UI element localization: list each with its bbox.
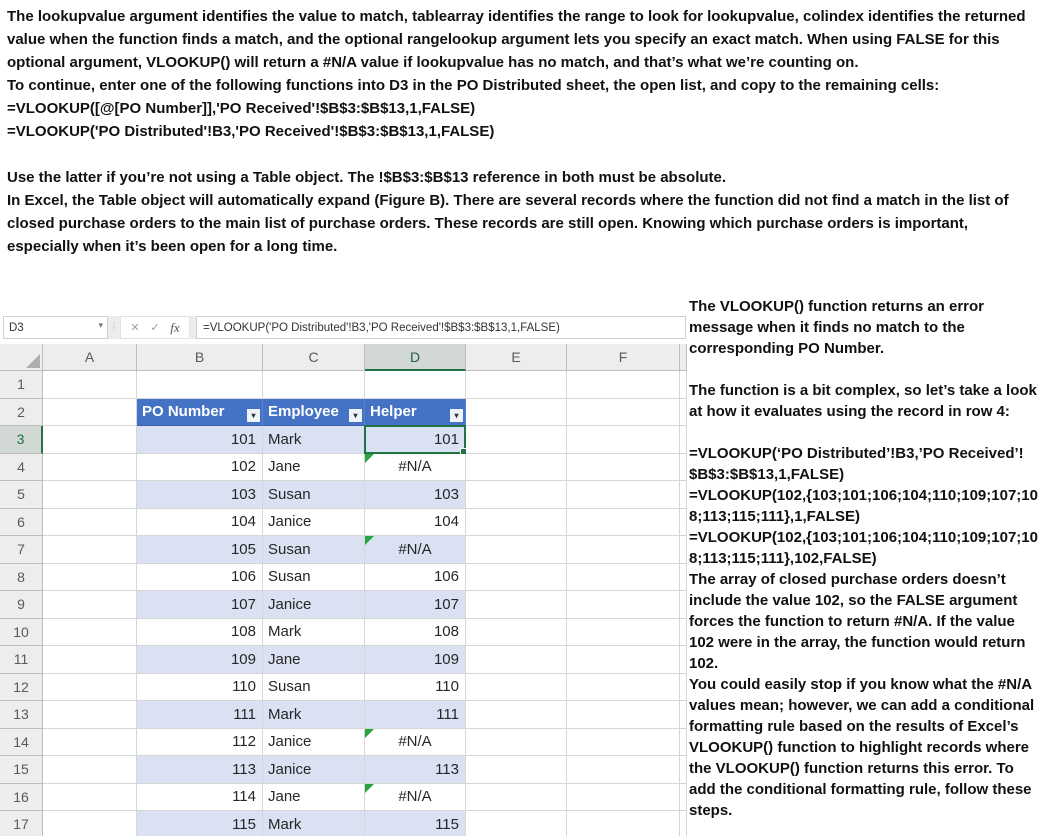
cell-F17[interactable] [567, 811, 680, 836]
cell-E16[interactable] [466, 784, 567, 812]
cell-E3[interactable] [466, 426, 567, 454]
spreadsheet-grid [0, 344, 687, 836]
cell-D5[interactable]: 103 [365, 481, 466, 509]
article-formula-plain: =VLOOKUP('PO Distributed'!B3,'PO Received'!$B$3:$B$13,1,FALSE) [7, 123, 495, 140]
sidebar-paragraph-1: The VLOOKUP() function returns an error message when it finds no match to the corresponding PO Number. [689, 298, 985, 357]
cell-C9[interactable]: Janice [263, 591, 365, 619]
cell-D11[interactable]: 109 [365, 646, 466, 674]
cell-A11[interactable] [43, 646, 137, 674]
cell-A2[interactable] [43, 399, 137, 427]
cell-A6[interactable] [43, 509, 137, 537]
cell-B12[interactable]: 110 [137, 674, 263, 702]
cell-B6[interactable]: 104 [137, 509, 263, 537]
cell-A17[interactable] [43, 811, 137, 836]
cell-C3[interactable]: Mark [263, 426, 365, 454]
cell-D3[interactable]: 101 [365, 426, 466, 454]
cell-B9[interactable]: 107 [137, 591, 263, 619]
article-paragraph-1: The lookupvalue argument identifies the value to match, tablearray identifies the range to look for lookupvalue, colindex identifies the returned value when the function finds a match, and the optional rangelookup argument lets you specify an exact match. When using FALSE for this optional argument, VLOOKUP() will return a #N/A value if lookupvalue has no match, and that’s what we’re counting on. [7, 8, 1026, 71]
cell-E10[interactable] [466, 619, 567, 647]
cell-C12[interactable]: Susan [263, 674, 365, 702]
cell-D15[interactable]: 113 [365, 756, 466, 784]
column-header-B[interactable]: B [137, 344, 263, 371]
sidebar-formulas [689, 443, 1042, 569]
sidebar-paragraph-3: The array of closed purchase orders doesn’t include the value 102, so the FALSE argument forces the function to return #N/A. If the value 102 were in the array, the function would return 102. [689, 571, 1026, 672]
column-header-D[interactable]: D [365, 344, 466, 371]
cell-C11[interactable]: Jane [263, 646, 365, 674]
cell-E15[interactable] [466, 756, 567, 784]
active-cell-border [364, 425, 466, 454]
error-indicator-icon-D16 [365, 784, 374, 793]
row-header-13[interactable]: 13 [0, 701, 43, 729]
cell-D10[interactable]: 108 [365, 619, 466, 647]
cell-F16[interactable] [567, 784, 680, 812]
cell-E13[interactable] [466, 701, 567, 729]
cell-C6[interactable]: Janice [263, 509, 365, 537]
cell-E6[interactable] [466, 509, 567, 537]
cell-E12[interactable] [466, 674, 567, 702]
formula-text: =VLOOKUP('PO Distributed'!B3,'PO Received'!$B$3:$B$13,1,FALSE) [203, 321, 560, 334]
article-sidebar-text [689, 296, 1042, 821]
cell-B3[interactable]: 101 [137, 426, 263, 454]
cell-partial-7 [680, 536, 687, 564]
table-header-po-number[interactable]: PO Number ▾ [137, 399, 263, 427]
cell-partial-13 [680, 701, 687, 729]
cell-B16[interactable]: 114 [137, 784, 263, 812]
cell-A3[interactable] [43, 426, 137, 454]
formula-bar [3, 316, 686, 339]
cell-F7[interactable] [567, 536, 680, 564]
cell-B7[interactable]: 105 [137, 536, 263, 564]
select-all-triangle-icon [26, 354, 40, 368]
row-header-17[interactable]: 17 [0, 811, 43, 836]
cell-F6[interactable] [567, 509, 680, 537]
cell-A14[interactable] [43, 729, 137, 757]
article-paragraph-2: To continue, enter one of the following functions into D3 in the PO Distributed sheet, the open list, and copy to the remaining cells: [7, 77, 940, 94]
table-header-employee[interactable]: Employee ▾ [263, 399, 365, 427]
cell-B13[interactable]: 111 [137, 701, 263, 729]
sidebar-paragraph-2: The function is a bit complex, so let’s take a look at how it evaluates using the record in row 4: [689, 382, 1037, 420]
cell-A10[interactable] [43, 619, 137, 647]
cell-F3[interactable] [567, 426, 680, 454]
cell-F5[interactable] [567, 481, 680, 509]
sidebar-formula-3: =VLOOKUP(102,{103;101;106;104;110;109;107;108;113;115;111},102,FALSE) [689, 529, 1038, 567]
cell-partial-12 [680, 674, 687, 702]
formula-bar-buttons [120, 316, 190, 339]
cell-partial-14 [680, 729, 687, 757]
enter-icon[interactable]: ✓ [150, 322, 160, 334]
formula-input[interactable] [196, 316, 686, 339]
cell-C16[interactable]: Jane [263, 784, 365, 812]
cell-partial-11 [680, 646, 687, 674]
column-header-E[interactable]: E [466, 344, 567, 371]
column-header-C[interactable]: C [263, 344, 365, 371]
column-header-partial [680, 344, 687, 371]
cell-partial-10 [680, 619, 687, 647]
cell-E2[interactable] [466, 399, 567, 427]
cell-D4[interactable]: #N/A [365, 454, 466, 482]
cell-partial-3 [680, 426, 687, 454]
row-header-5[interactable]: 5 [0, 481, 43, 509]
cell-F10[interactable] [567, 619, 680, 647]
cell-partial-2 [680, 399, 687, 427]
cell-C17[interactable]: Mark [263, 811, 365, 836]
cell-partial-16 [680, 784, 687, 812]
filter-dropdown-icon-D2[interactable]: ▾ [450, 409, 463, 422]
cell-E4[interactable] [466, 454, 567, 482]
sidebar-formula-1: =VLOOKUP(‘PO Distributed’!B3,’PO Received’!$B$3:$B$13,1,FALSE) [689, 445, 1024, 483]
row-header-15[interactable]: 15 [0, 756, 43, 784]
formula-bar-divider: ⁞ [112, 322, 116, 333]
cell-A5[interactable] [43, 481, 137, 509]
cancel-icon[interactable]: ✕ [130, 322, 140, 334]
filter-dropdown-icon-B2[interactable]: ▾ [247, 409, 260, 422]
row-header-9[interactable]: 9 [0, 591, 43, 619]
cell-D13[interactable]: 111 [365, 701, 466, 729]
cell-D7[interactable]: #N/A [365, 536, 466, 564]
cell-partial-8 [680, 564, 687, 592]
sidebar-formula-2: =VLOOKUP(102,{103;101;106;104;110;109;107;108;113;115;111},1,FALSE) [689, 487, 1038, 525]
name-box-value: D3 [9, 321, 24, 334]
cell-C10[interactable]: Mark [263, 619, 365, 647]
cell-C15[interactable]: Janice [263, 756, 365, 784]
cell-E17[interactable] [466, 811, 567, 836]
row-header-4[interactable]: 4 [0, 454, 43, 482]
cell-B15[interactable]: 113 [137, 756, 263, 784]
article-top-text [7, 5, 1040, 258]
cell-1 [680, 371, 687, 399]
row-header-8[interactable]: 8 [0, 564, 43, 592]
cell-B8[interactable]: 106 [137, 564, 263, 592]
row-header-3[interactable]: 3 [0, 426, 43, 454]
cell-E8[interactable] [466, 564, 567, 592]
cell-partial-15 [680, 756, 687, 784]
row-header-12[interactable]: 12 [0, 674, 43, 702]
row-header-10[interactable]: 10 [0, 619, 43, 647]
column-header-A[interactable]: A [43, 344, 137, 371]
cell-C7[interactable]: Susan [263, 536, 365, 564]
cell-E1[interactable] [466, 371, 567, 399]
cell-E11[interactable] [466, 646, 567, 674]
insert-function-icon[interactable]: fx [170, 319, 180, 335]
cell-partial-6 [680, 509, 687, 537]
filter-dropdown-icon-C2[interactable]: ▾ [349, 409, 362, 422]
name-box[interactable] [3, 316, 108, 339]
cell-E7[interactable] [466, 536, 567, 564]
column-header-F[interactable]: F [567, 344, 680, 371]
cell-F12[interactable] [567, 674, 680, 702]
cell-C1[interactable] [263, 371, 365, 399]
row-header-1[interactable]: 1 [0, 371, 43, 399]
cell-A16[interactable] [43, 784, 137, 812]
row-header-2[interactable]: 2 [0, 399, 43, 427]
cell-B1[interactable] [137, 371, 263, 399]
cell-F14[interactable] [567, 729, 680, 757]
row-header-11[interactable]: 11 [0, 646, 43, 674]
cell-F11[interactable] [567, 646, 680, 674]
sidebar-paragraph-4: You could easily stop if you know what the #N/A values mean; however, we can add a conditional formatting rule based on the results of Excel’s VLOOKUP() function to highlight records where the VLOOKUP() function returns this error. To add the conditional formatting rule, follow these steps. [689, 676, 1035, 819]
error-indicator-icon-D14 [365, 729, 374, 738]
cell-F9[interactable] [567, 591, 680, 619]
row-header-7[interactable]: 7 [0, 536, 43, 564]
cell-partial-4 [680, 454, 687, 482]
cell-B5[interactable]: 103 [137, 481, 263, 509]
cell-partial-17 [680, 811, 687, 836]
cell-A8[interactable] [43, 564, 137, 592]
cell-C14[interactable]: Janice [263, 729, 365, 757]
cell-A9[interactable] [43, 591, 137, 619]
cell-B17[interactable]: 115 [137, 811, 263, 836]
cell-B11[interactable]: 109 [137, 646, 263, 674]
cell-D9[interactable]: 107 [365, 591, 466, 619]
cell-A12[interactable] [43, 674, 137, 702]
cell-A1[interactable] [43, 371, 137, 399]
cell-F8[interactable] [567, 564, 680, 592]
cell-D12[interactable]: 110 [365, 674, 466, 702]
table-header-helper[interactable]: Helper ▾ [365, 399, 466, 427]
row-header-14[interactable]: 14 [0, 729, 43, 757]
cell-partial-9 [680, 591, 687, 619]
name-box-dropdown-icon[interactable]: ▾ [98, 320, 103, 330]
cell-C13[interactable]: Mark [263, 701, 365, 729]
cell-A13[interactable] [43, 701, 137, 729]
row-header-6[interactable]: 6 [0, 509, 43, 537]
cell-E14[interactable] [466, 729, 567, 757]
cell-D16[interactable]: #N/A [365, 784, 466, 812]
cell-D8[interactable]: 106 [365, 564, 466, 592]
cell-F1[interactable] [567, 371, 680, 399]
cell-A4[interactable] [43, 454, 137, 482]
article-paragraph-4: In Excel, the Table object will automatically expand (Figure B). There are several records where the function did not find a match in the list of closed purchase orders to the main list of purchase orders. These records are still open. Knowing which purchase orders is important, especially when it’s been open for a long time. [7, 192, 1009, 255]
cell-F15[interactable] [567, 756, 680, 784]
cell-E9[interactable] [466, 591, 567, 619]
error-indicator-icon-D4 [365, 454, 374, 463]
cell-C8[interactable]: Susan [263, 564, 365, 592]
cell-B4[interactable]: 102 [137, 454, 263, 482]
article-formula-table: =VLOOKUP([@[PO Number]],'PO Received'!$B$3:$B$13,1,FALSE) [7, 100, 476, 117]
row-header-16[interactable]: 16 [0, 784, 43, 812]
select-all-button[interactable] [0, 344, 43, 371]
cell-B10[interactable]: 108 [137, 619, 263, 647]
cell-C4[interactable]: Jane [263, 454, 365, 482]
cell-F4[interactable] [567, 454, 680, 482]
cell-F2[interactable] [567, 399, 680, 427]
error-indicator-icon-D7 [365, 536, 374, 545]
cell-D1[interactable] [365, 371, 466, 399]
cell-B14[interactable]: 112 [137, 729, 263, 757]
cell-partial-5 [680, 481, 687, 509]
cell-A7[interactable] [43, 536, 137, 564]
excel-figure [0, 312, 687, 836]
article-paragraph-3: Use the latter if you’re not using a Table object. The !$B$3:$B$13 reference in both must be absolute. [7, 169, 727, 186]
cell-D14[interactable]: #N/A [365, 729, 466, 757]
cell-E5[interactable] [466, 481, 567, 509]
cell-C5[interactable]: Susan [263, 481, 365, 509]
cell-F13[interactable] [567, 701, 680, 729]
cell-D6[interactable]: 104 [365, 509, 466, 537]
cell-D17[interactable]: 115 [365, 811, 466, 836]
cell-A15[interactable] [43, 756, 137, 784]
